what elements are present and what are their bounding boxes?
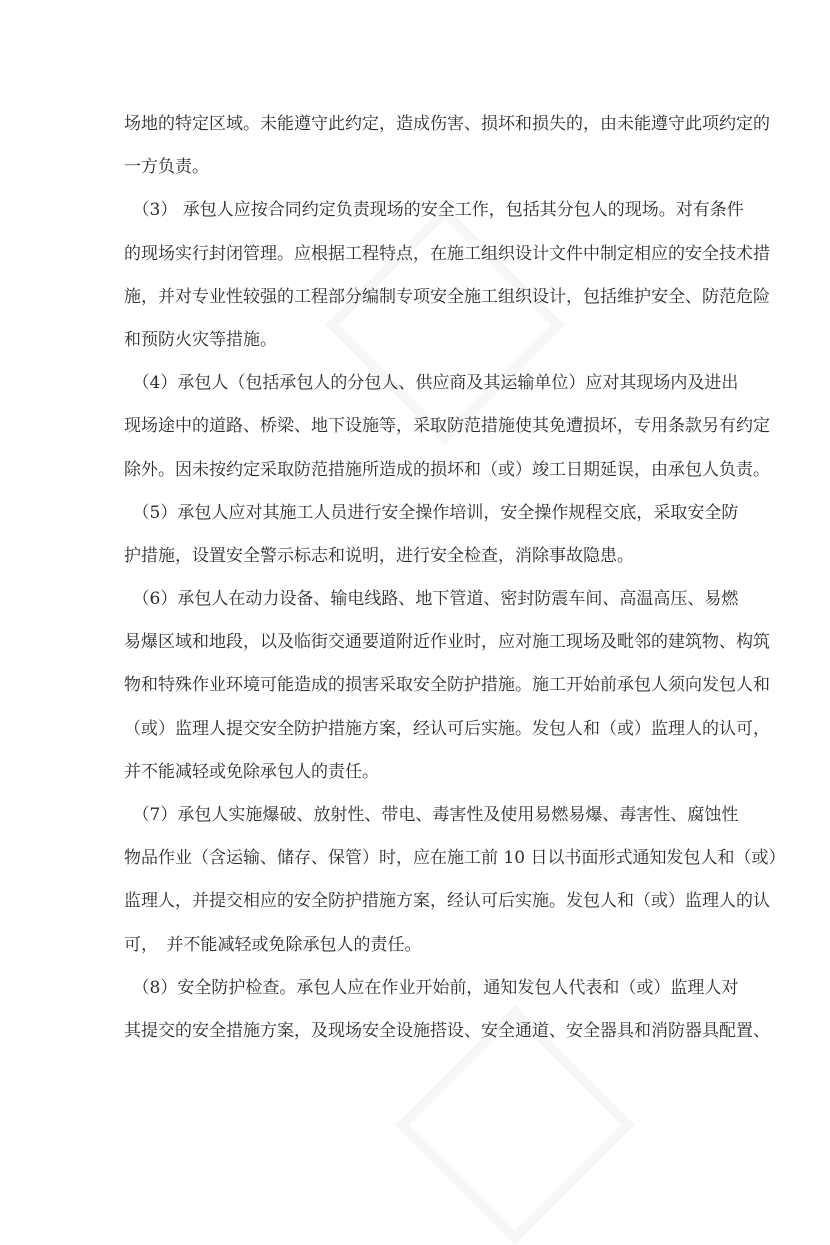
- text-line: 并不能减轻或免除承包人的责任。: [124, 761, 379, 782]
- text-line: 护措施，设置安全警示标志和说明，进行安全检查，消除事故隐患。: [124, 545, 634, 566]
- text-line: 和预防火灾等措施。: [124, 329, 277, 350]
- text-line: 监理人，并提交相应的安全防护措施方案，经认可后实施。发包人和（或）监理人的认: [124, 891, 770, 912]
- text-line: 场地的特定区域。未能遵守此约定，造成伤害、损坏和损失的，由未能遵守此项约定的: [124, 114, 770, 134]
- text-line: （8）安全防护检查。承包人应在作业开始前，通知发包人代表和（或）监理人对: [124, 977, 739, 998]
- text-line: 现场途中的道路、桥梁、地下设施等，采取防范措施使其免遭损坏，专用条款另有约定: [124, 416, 770, 437]
- text-line: （7）承包人实施爆破、放射性、带电、毒害性及使用易燃易爆、毒害性、腐蚀性: [124, 805, 739, 825]
- text-line: （3） 承包人应按合同约定负责现场的安全工作，包括其分包人的现场。对有条件: [124, 200, 744, 221]
- text-line: 其提交的安全措施方案，及现场安全设施搭设、安全通道、安全器具和消防器具配置、: [124, 1020, 770, 1041]
- text-line: 施，并对专业性较强的工程部分编制专项安全施工组织设计，包括维护安全、防范危险: [124, 286, 770, 307]
- document-page: [124, 103, 786, 1053]
- text-line: 物品作业（含运输、储存、保管）时，应在施工前 10 日以书面形式通知发包人和（或）: [124, 848, 786, 869]
- text-line: （6）承包人在动力设备、输电线路、地下管道、密封防震车间、高温高压、易燃: [124, 589, 739, 610]
- text-line: （或）监理人提交安全防护措施方案，经认可后实施。发包人和（或）监理人的认可，: [124, 718, 770, 739]
- text-line: 易爆区域和地段，以及临街交通要道附近作业时，应对施工现场及毗邻的建筑物、构筑: [124, 632, 770, 653]
- text-line: 一方负责。: [124, 157, 209, 178]
- text-line: （5）承包人应对其施工人员进行安全操作培训，安全操作规程交底，采取安全防: [124, 502, 739, 523]
- text-line: 物和特殊作业环境可能造成的损害采取安全防护措施。施工开始前承包人须向发包人和: [124, 675, 770, 696]
- text-line: 可， 并不能减轻或免除承包人的责任。: [124, 934, 422, 955]
- text-line: （4）承包人（包括承包人的分包人、供应商及其运输单位）应对其现场内及进出: [124, 373, 739, 394]
- text-line: 的现场实行封闭管理。应根据工程特点，在施工组织设计文件中制定相应的安全技术措: [124, 243, 770, 264]
- text-line: 除外。因未按约定采取防范措施所造成的损坏和（或）竣工日期延误，由承包人负责。: [124, 459, 770, 480]
